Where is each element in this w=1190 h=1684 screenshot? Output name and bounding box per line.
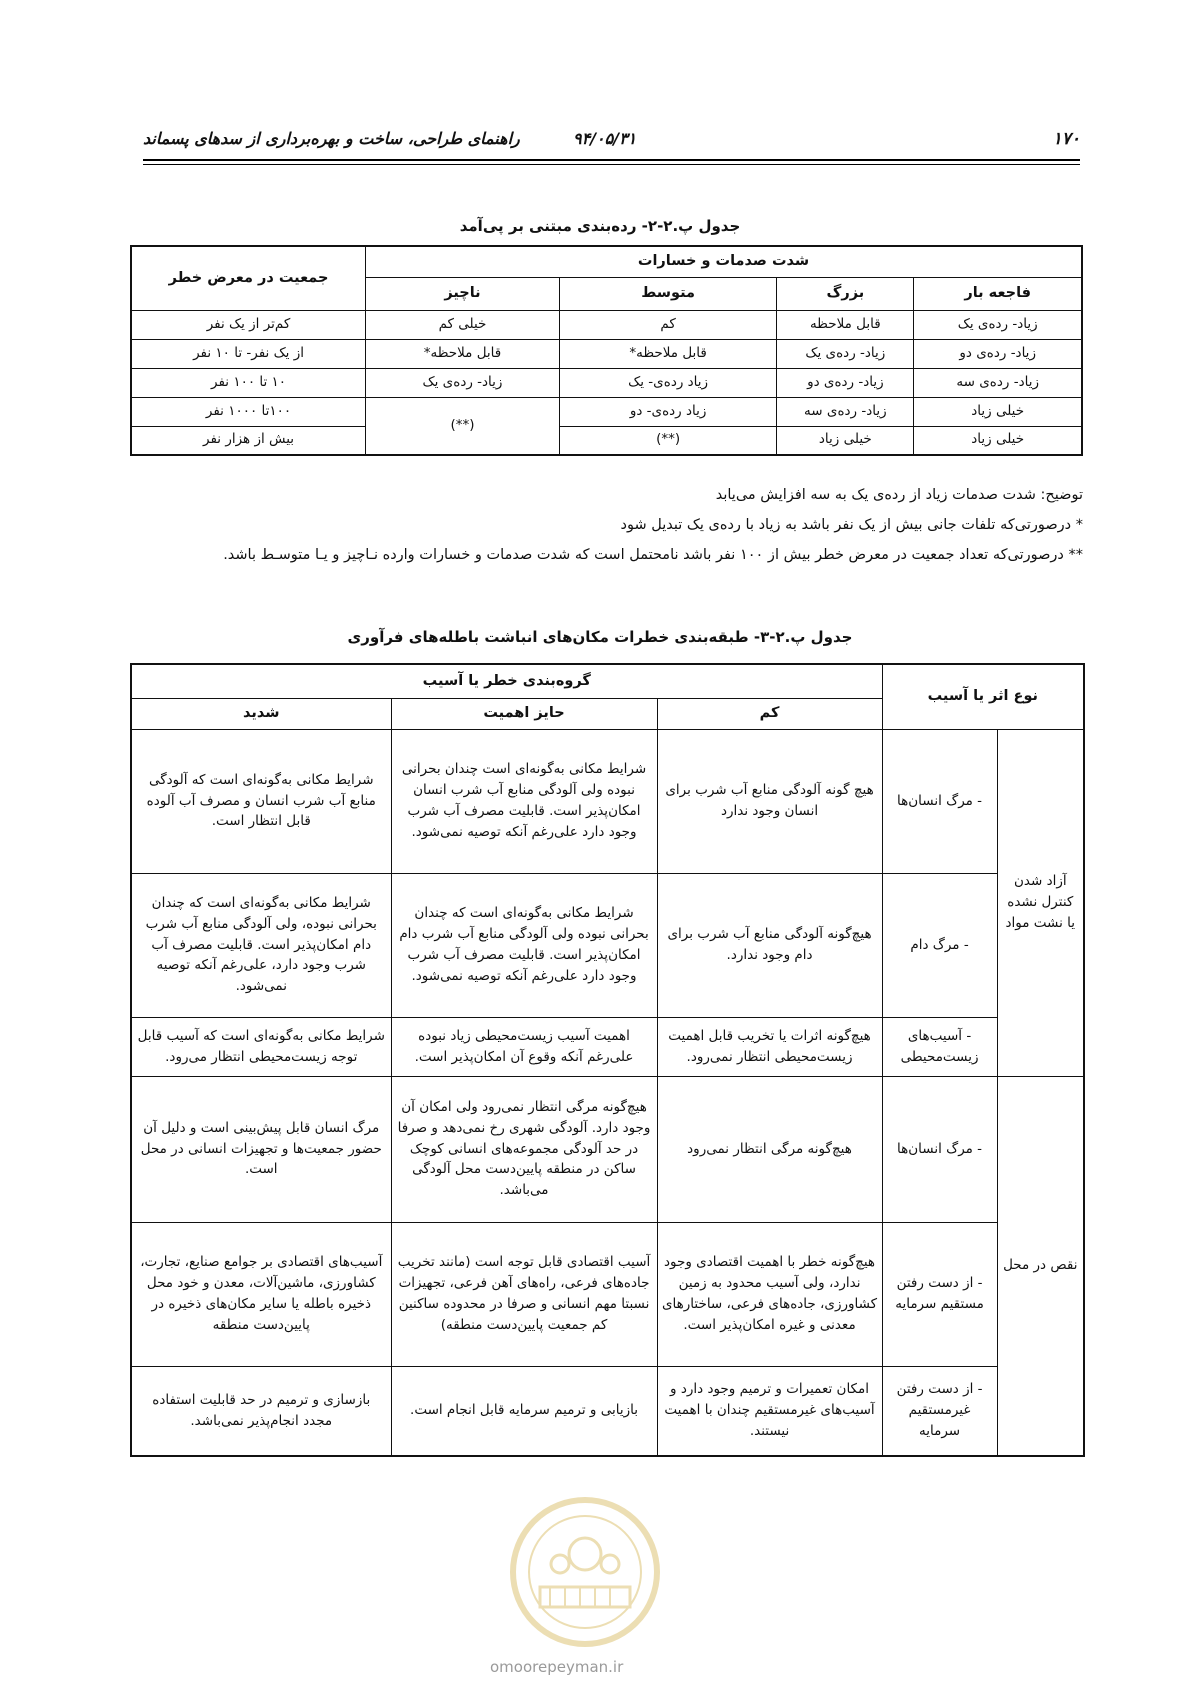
group-label: آزاد شدن کنترل نشده یا نشت مواد <box>997 729 1084 1076</box>
table-cell: هیچ‌گونه خطر با اهمیت اقتصادی وجود ندارد، ولی آسیب محدود به زمین کشاورزی، جاده‌های فرعی، ساختارهای معدنی و غیره امکان‌پذیر است. <box>657 1222 882 1366</box>
severity-header: شدت صدمات و خسارات <box>366 246 1082 277</box>
column-header: متوسط <box>559 277 776 310</box>
consequence-classification-table <box>130 245 1083 456</box>
table-row <box>131 310 1082 339</box>
table-row <box>131 1076 1084 1222</box>
note-line: ** درصورتی‌که تعداد جمعیت در معرض خطر بیش از ۱۰۰ نفر باشد نامحتمل است که شدت صدمات و خسارات وارده نـاچیز و یـا متوسـط باشد. <box>223 547 1083 563</box>
page-number: ۱۷۰ <box>1052 129 1080 149</box>
table-cell: (**) <box>559 426 776 455</box>
table-cell: شرایط مکانی به‌گونه‌ای است که آسیب قابل توجه زیست‌محیطی انتظار می‌رود. <box>131 1017 391 1076</box>
table-cell: زیاد- رده‌ی یک <box>777 339 914 368</box>
effect-cell: - مرگ انسان‌ها <box>882 1076 997 1222</box>
watermark-url: omoorepeyman.ir <box>490 1658 624 1676</box>
group-label: نقص در محل <box>997 1076 1084 1456</box>
table-cell: قابل ملاحظه <box>777 310 914 339</box>
column-header: حایز اهمیت <box>391 698 657 729</box>
table-cell: بازسازی و ترمیم در حد قابلیت استفاده مجدد انجام‌پذیر نمی‌باشد. <box>131 1366 391 1456</box>
page-header <box>143 127 1080 161</box>
table-cell: هیچ‌گونه آلودگی منابع آب شرب برای دام وجود ندارد. <box>657 873 882 1017</box>
table-cell: هیچ‌گونه اثرات یا تخریب قابل اهمیت زیست‌محیطی انتظار نمی‌رود. <box>657 1017 882 1076</box>
table1-caption: جدول پ.۲-۲- رده‌بندی مبتنی بر پی‌آمد <box>459 217 741 235</box>
effect-cell: - مرگ دام <box>882 873 997 1017</box>
header-title: راهنمای طراحی، ساخت و بهره‌برداری از سدهای پسماند <box>143 129 520 148</box>
table-cell: شرایط مکانی به‌گونه‌ای است که آلودگی منابع آب شرب انسان و مصرف آب آلوده قابل انتظار است. <box>131 729 391 873</box>
table-cell: امکان تعمیرات و ترمیم وجود دارد و آسیب‌های غیرمستقیم چندان با اهمیت نیستند. <box>657 1366 882 1456</box>
column-header: فاجعه بار <box>914 277 1082 310</box>
column-header: ناچیز <box>366 277 560 310</box>
population-cell: بیش از هزار نفر <box>131 426 366 455</box>
group-header: گروه‌بندی خطر یا آسیب <box>131 664 882 698</box>
population-header: جمعیت در معرض خطر <box>131 246 366 310</box>
effect-header: نوع اثر یا آسیب <box>882 664 1084 729</box>
population-cell: از یک نفر- تا ۱۰ نفر <box>131 339 366 368</box>
header-date: ۹۴/۰۵/۳۱ <box>573 129 637 148</box>
effect-cell: - آسیب‌های زیست‌محیطی <box>882 1017 997 1076</box>
table-cell: بازیابی و ترمیم سرمایه قابل انجام است. <box>391 1366 657 1456</box>
effect-cell: - مرگ انسان‌ها <box>882 729 997 873</box>
table-row <box>131 339 1082 368</box>
table-cell: قابل ملاحظه* <box>366 339 560 368</box>
table-row <box>131 1222 1084 1366</box>
column-header: شدید <box>131 698 391 729</box>
table-cell: هیچ‌گونه مرگی انتظار نمی‌رود <box>657 1076 882 1222</box>
table-cell: مرگ انسان قابل پیش‌بینی است و دلیل آن حضور جمعیت‌ها و تجهیزات انسانی در محل است. <box>131 1076 391 1222</box>
table1-notes <box>130 480 1083 570</box>
effect-cell: - از دست رفتن مستقیم سرمایه <box>882 1222 997 1366</box>
table-cell: قابل ملاحظه* <box>559 339 776 368</box>
table-cell: خیلی زیاد <box>914 397 1082 426</box>
table-cell: زیاد- رده‌ی دو <box>914 339 1082 368</box>
table-cell: کم <box>559 310 776 339</box>
table-cell: شرایط مکانی به‌گونه‌ای است که چندان بحرانی نبوده، ولی آلودگی منابع آب شرب دام امکان‌پذیر است. قابلیت مصرف آب شرب وجود دارد، علی‌رغم آنکه توصیه نمی‌شود. <box>131 873 391 1017</box>
table-cell: زیاد- رده‌ی یک <box>366 368 560 397</box>
table-cell: آسیب اقتصادی قابل توجه است (مانند تخریب جاده‌های فرعی، راه‌های آهن فرعی، تجهیزات نسبتا مهم انسانی و صرفا در محدوده ساکنین کم جمعیت پایین‌دست منطقه) <box>391 1222 657 1366</box>
population-cell: کم‌تر از یک نفر <box>131 310 366 339</box>
table-cell: خیلی کم <box>366 310 560 339</box>
column-header: بزرگ <box>777 277 914 310</box>
table-row <box>131 873 1084 1017</box>
population-cell: ۱۰ تا ۱۰۰ نفر <box>131 368 366 397</box>
table-cell: خیلی زیاد <box>777 426 914 455</box>
table-row <box>131 1366 1084 1456</box>
table-cell: زیاد- رده‌ی سه <box>914 368 1082 397</box>
column-header: کم <box>657 698 882 729</box>
population-cell: ۱۰۰تا ۱۰۰۰ نفر <box>131 397 366 426</box>
table-cell: شرایط مکانی به‌گونه‌ای است که چندان بحرانی نبوده ولی آلودگی منابع آب شرب دام امکان‌پذیر است. قابلیت مصرف آب شرب وجود دارد علی‌رغم آنکه توصیه نمی‌شود. <box>391 873 657 1017</box>
table-cell: هیچ گونه آلودگی منابع آب شرب برای انسان وجود ندارد <box>657 729 882 873</box>
merged-cell: (**) <box>366 397 560 455</box>
effect-cell: - از دست رفتن غیرمستقیم سرمایه <box>882 1366 997 1456</box>
header-rule <box>143 159 1080 161</box>
table-cell: هیچ‌گونه مرگی انتظار نمی‌رود ولی امکان آن وجود دارد. آلودگی شهری رخ نمی‌دهد و صرفا در حد آلودگی مجموعه‌های انسانی کوچک ساکن در منطقه پایین‌دست محل آلودگی می‌باشد. <box>391 1076 657 1222</box>
table-row <box>131 368 1082 397</box>
table-cell: زیاد رده‌ی- یک <box>559 368 776 397</box>
table-cell: خیلی زیاد <box>914 426 1082 455</box>
watermark-logo-icon <box>480 1492 690 1652</box>
table-cell: زیاد رده‌ی- دو <box>559 397 776 426</box>
table-cell: زیاد- رده‌ی سه <box>777 397 914 426</box>
table-row <box>131 397 1082 426</box>
table-cell: زیاد- رده‌ی دو <box>777 368 914 397</box>
note-line: توضیح: شدت صدمات زیاد از رده‌ی یک به سه افزایش می‌یابد <box>715 487 1083 503</box>
table-cell: زیاد- رده‌ی یک <box>914 310 1082 339</box>
table-cell: اهمیت آسیب زیست‌محیطی زیاد نبوده علی‌رغم آنکه وقوع آن امکان‌پذیر است. <box>391 1017 657 1076</box>
table-row <box>131 729 1084 873</box>
table2-caption: جدول پ.۲-۳- طبقه‌بندی خطرات مکان‌های انباشت باطله‌های فرآوری <box>347 628 853 646</box>
note-line: * درصورتی‌که تلفات جانی بیش از یک نفر باشد به زیاد با رده‌ی یک تبدیل شود <box>620 517 1083 533</box>
table-row <box>131 426 1082 455</box>
table-row <box>131 1017 1084 1076</box>
header-rule-thin <box>143 164 1080 165</box>
table-cell: آسیب‌های اقتصادی بر جوامع صنایع، تجارت، کشاورزی، ماشین‌آلات، معدن و خود محل ذخیره باطله یا سایر مکان‌های ذخیره در پایین‌دست منطقه <box>131 1222 391 1366</box>
hazard-classification-table <box>130 663 1085 1457</box>
table-cell: شرایط مکانی به‌گونه‌ای است چندان بحرانی نبوده ولی آلودگی منابع آب شرب انسان امکان‌پذیر است. قابلیت مصرف آب شرب وجود دارد علی‌رغم آنکه توصیه نمی‌شود. <box>391 729 657 873</box>
